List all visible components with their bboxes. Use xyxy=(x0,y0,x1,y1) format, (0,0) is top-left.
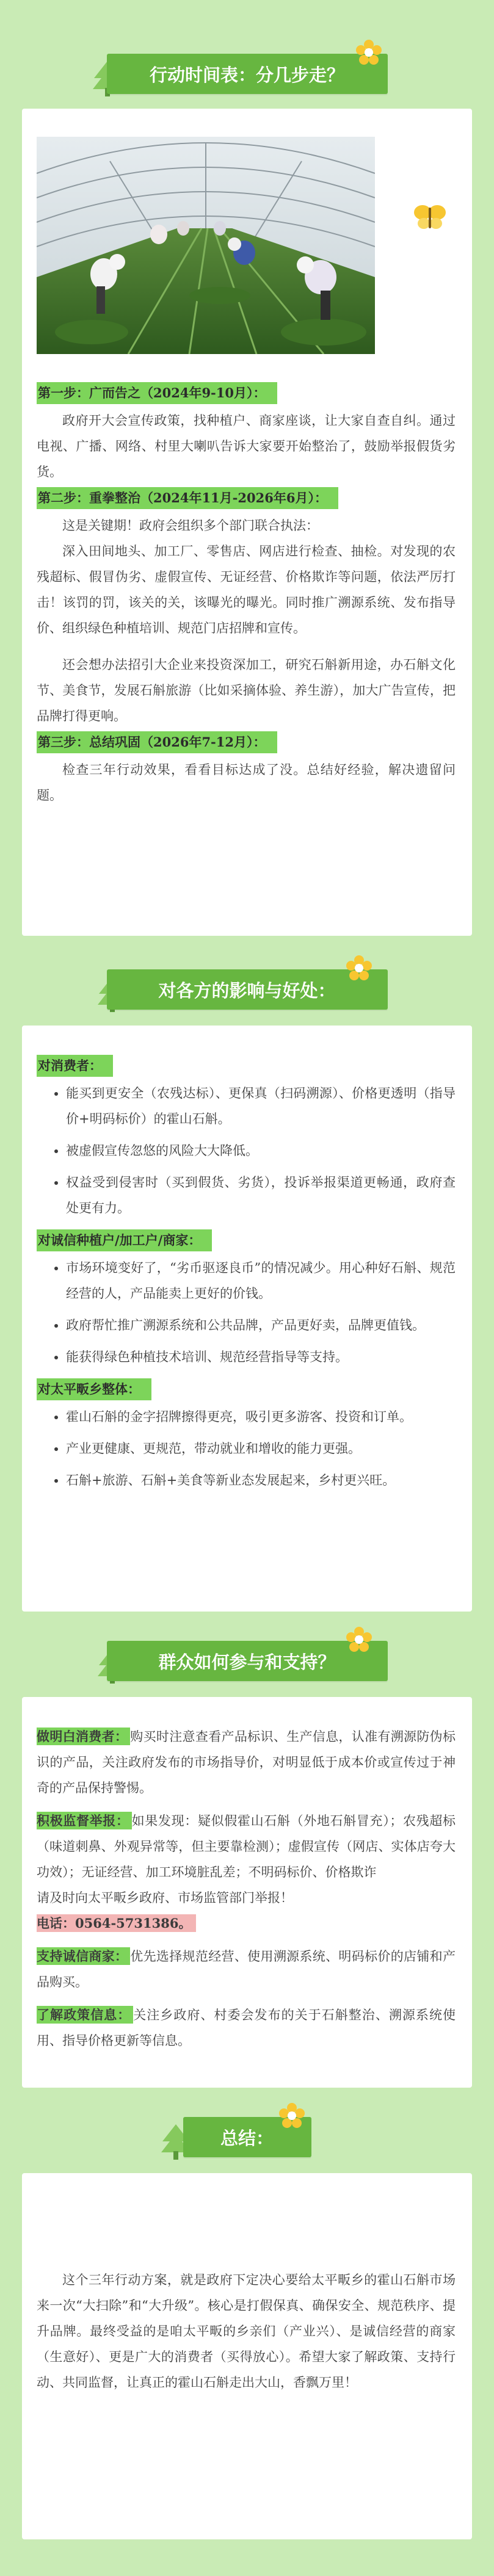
participation-item-policy xyxy=(37,2002,456,2053)
participation-label: 积极监督举报： xyxy=(37,1812,132,1829)
participation-phone xyxy=(37,1911,456,1936)
flower-icon xyxy=(355,39,382,66)
section-header-impact xyxy=(0,952,494,1019)
list-item: • 霍山石斛的金字招牌擦得更亮，吸引更多游客、投资和订单。 xyxy=(66,1404,456,1430)
participation-label: 支持诚信商家： xyxy=(37,1947,130,1965)
step-1-paragraph: 政府开大会宣传政策，找种植户、商家座谈，让大家自查自纠。通过电视、广播、网络、村里大喇叭告诉大家要开始整治了，鼓励举报假货劣货。 xyxy=(37,413,456,479)
impact-list-consumers xyxy=(37,1080,456,1221)
impact-list-township xyxy=(37,1404,456,1493)
participation-item-consumer xyxy=(37,1724,456,1801)
card-timeline xyxy=(22,109,472,936)
impact-group-label: 对太平畈乡整体： xyxy=(37,1378,151,1400)
participation-report-extra: 请及时向太平畈乡政府、市场监管部门举报！ xyxy=(37,1890,293,1905)
section-title: 行动时间表：分几步走？ xyxy=(107,54,388,94)
list-item: • 能买到更安全（农残达标）、更保真（扫码溯源）、价格更透明（指导价+明码标价）的霍山石斛。 xyxy=(66,1080,456,1132)
impact-group-label: 对消费者： xyxy=(37,1055,113,1077)
butterfly-icon xyxy=(412,201,448,232)
participation-label: 做明白消费者： xyxy=(37,1728,130,1745)
list-item: • 市场环境变好了，“劣币驱逐良币”的情况减少。用心种好石斛、规范经营的人，产品能卖上更好的价钱。 xyxy=(66,1255,456,1306)
participation-label: 了解政策信息： xyxy=(37,2006,133,2024)
section-title: 群众如何参与和支持？ xyxy=(107,1641,388,1681)
participation-item-support xyxy=(37,1944,456,1995)
section-header-timeline xyxy=(0,37,494,104)
phone-number[interactable]: 电话：0564-5731386。 xyxy=(37,1914,196,1932)
step-2-label: 第二步：重拳整治（2024年11月-2026年6月）： xyxy=(37,487,338,509)
summary-text-wrap xyxy=(37,2267,456,2395)
step-3-paragraph: 检查三年行动效果，看看目标达成了没。总结好经验，解决遗留问题。 xyxy=(37,762,456,803)
participation-item-report xyxy=(37,1808,456,1885)
list-item: • 产业更健康、更规范，带动就业和增收的能力更强。 xyxy=(66,1436,456,1461)
impact-list-growers xyxy=(37,1255,456,1370)
participation-text-body: 购买时注意查看产品标识、生产信息，认准有溯源防伪标识的产品，关注政府发布的市场指导价，对明显低于成本价或宣传过于神奇的产品保持警惕。 xyxy=(37,1729,456,1795)
section-title: 对各方的影响与好处： xyxy=(107,969,388,1010)
participation-text xyxy=(37,1724,456,2053)
flower-icon xyxy=(346,1626,372,1653)
impact-group-label: 对诚信种植户/加工户/商家： xyxy=(37,1229,212,1251)
step-2-paragraph-3: 还会想办法招引大企业来投资深加工，研究石斛新用途，办石斛文化节、美食节，发展石斛旅游（比如采摘体验、养生游），加大广告宣传，把品牌打得更响。 xyxy=(37,657,456,723)
step-2-paragraph-2: 深入田间地头、加工厂、零售店、网店进行检查、抽检。对发现的农残超标、假冒伪劣、虚假宣传、无证经营、价格欺诈等问题，依法严厉打击！该罚的罚，该关的关，该曝光的曝光。同时推广溯源系统、发布指导价、组织绿色种植培训、规范门店招牌和宣传。 xyxy=(37,544,456,635)
flower-icon xyxy=(346,955,372,982)
step-1-label: 第一步：广而告之（2024年9-10月）： xyxy=(37,382,277,404)
participation-text-body: 关注乡政府、村委会发布的关于石斛整治、溯源系统使用、指导价格更新等信息。 xyxy=(37,2008,456,2048)
greenhouse-photo xyxy=(37,137,375,354)
impact-text xyxy=(37,1052,456,1499)
summary-text: 这个三年行动方案，就是政府下定决心要给太平畈乡的霍山石斛市场来一次“大扫除”和“大升级”。核心是打假保真、确保安全、规范秩序、提升品牌。最终受益的是咱太平畈的乡亲们（产业兴）、是诚信经营的商家（生意好）、更是广大的消费者（买得放心）。希望大家了解政策、支持行动、共同监督，让真正的霍山石斛走出大山，香飘万里！ xyxy=(37,2273,456,2390)
participation-text-body: 优先选择规范经营、使用溯源系统、明码标价的店铺和产品购买。 xyxy=(37,1949,456,1989)
list-item: • 政府帮忙推广溯源系统和公共品牌，产品更好卖，品牌更值钱。 xyxy=(66,1312,456,1338)
section-header-summary xyxy=(0,2100,494,2167)
list-item: • 被虚假宣传忽悠的风险大大降低。 xyxy=(66,1138,456,1163)
timeline-text xyxy=(37,380,456,808)
participation-text-body: 如果发现：疑似假霍山石斛（外地石斛冒充）；农残超标（味道刺鼻、外观异常等，但主要靠检测）；虚假宣传（网店、实体店夸大功效）；无证经营、加工环境脏乱差；不明码标价、价格欺诈 xyxy=(37,1814,456,1880)
step-3-label: 第三步：总结巩固（2026年7-12月）： xyxy=(37,731,277,753)
list-item: • 能获得绿色种植技术培训、规范经营指导等支持。 xyxy=(66,1344,456,1370)
section-header-participation xyxy=(0,1624,494,1691)
card-participation xyxy=(22,1697,472,2088)
list-item: • 权益受到侵害时（买到假货、劣货），投诉举报渠道更畅通，政府查处更有力。 xyxy=(66,1170,456,1221)
card-impact xyxy=(22,1026,472,1612)
list-item: • 石斛+旅游、石斛+美食等新业态发展起来，乡村更兴旺。 xyxy=(66,1467,456,1493)
step-2-paragraph-1: 这是关键期！政府会组织多个部门联合执法： xyxy=(62,518,319,533)
section-title: 总结： xyxy=(183,2117,311,2157)
card-summary xyxy=(22,2173,472,2539)
flower-icon xyxy=(278,2102,305,2129)
